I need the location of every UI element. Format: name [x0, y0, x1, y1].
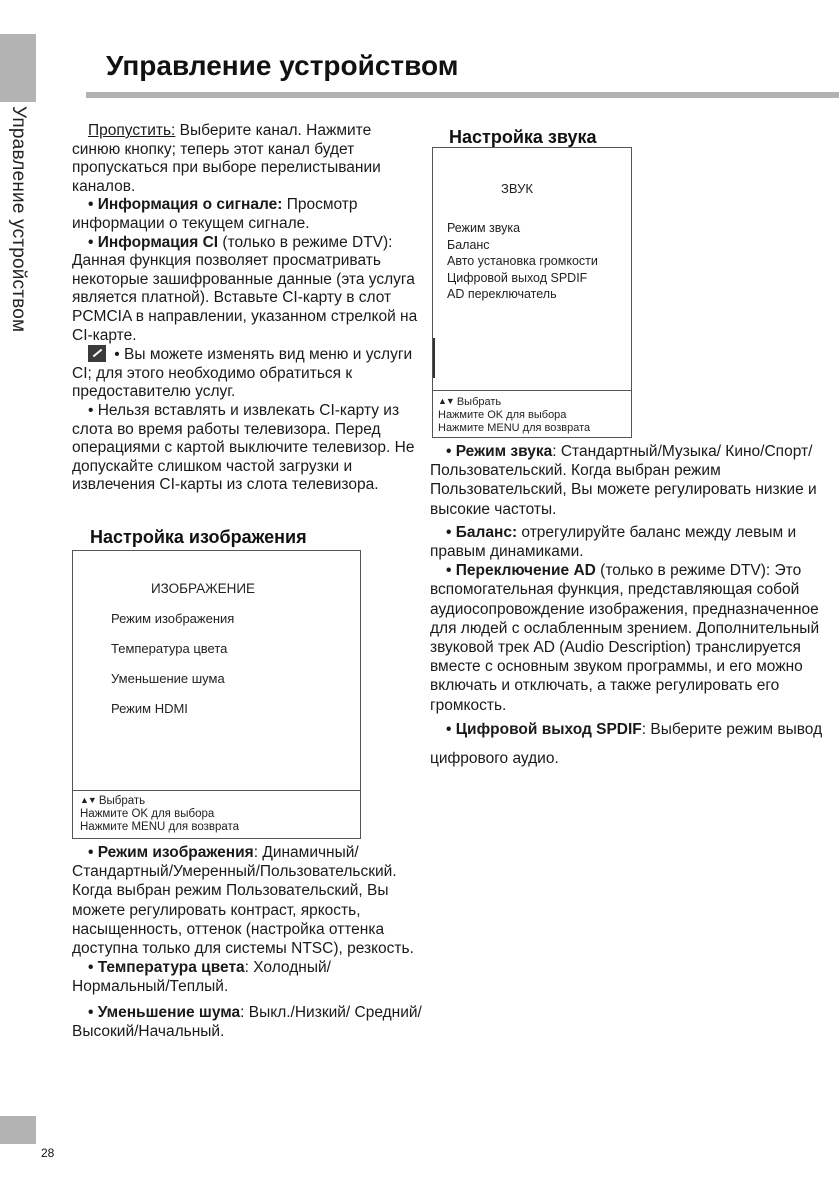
- footer-menu-hint: Нажмите MENU для возврата: [438, 422, 591, 434]
- side-label-text: Управление устройством: [8, 106, 29, 333]
- sound-mode-text: : Стандартный/Музыка/ Кино/Спорт/Пользовательский. Когда выбран режим Пользовательский, Вы можете регулировать низкие и высокие частоты.: [430, 443, 817, 518]
- footer-ok-hint: Нажмите OK для выбора: [438, 409, 567, 421]
- page-title: Управление устройством: [106, 50, 459, 81]
- image-options-column: [72, 843, 422, 1041]
- ci-info-term: • Информация CI: [88, 233, 219, 251]
- footer-select-label: Выбрать: [456, 396, 502, 408]
- ci-warning-paragraph: [72, 402, 422, 495]
- image-settings-heading: Настройка изображения: [90, 527, 358, 551]
- noise-reduction-text: : Выкл./Низкий/ Средний/Высокий/Начальный.: [72, 1003, 422, 1040]
- spdif-paragraph: [430, 715, 830, 773]
- color-temp-term: • Температура цвета: [88, 959, 245, 977]
- page-number: 28: [41, 1146, 55, 1160]
- ci-info-text: (только в режиме DTV): Данная функция позволяет просматривать некоторые зашифрованные данные (эта услуга является платной). Вставьте CI-карту в слот PCMCIA в направлении, указанном стрелкой на CI-карте.: [72, 233, 418, 344]
- ci-info-paragraph: [72, 234, 422, 346]
- ci-note-paragraph: [72, 345, 422, 402]
- side-tab-marker: [0, 34, 36, 102]
- sound-menu-list: [447, 220, 598, 303]
- sound-mode-term: • Режим звука: [446, 443, 553, 460]
- menu-item-ad-switch[interactable]: AD переключатель: [447, 287, 557, 301]
- balance-term: • Баланс:: [446, 523, 518, 541]
- footer-menu-hint: Нажмите MENU для возврата: [80, 821, 240, 833]
- note-pen-icon: [88, 345, 106, 362]
- footer-select-row: [80, 794, 360, 808]
- menu-item-picture-mode[interactable]: Режим изображения: [111, 611, 235, 626]
- skip-text: Выберите канал. Нажмите синюю кнопку; теперь этот канал будет пропускаться при выборе перелистывании каналов.: [72, 122, 381, 195]
- signal-info-term: • Информация о сигнале:: [88, 196, 283, 214]
- balance-paragraph: [430, 523, 830, 561]
- skip-term: Пропустить:: [88, 122, 176, 139]
- sound-menu-title: ЗВУК: [501, 181, 533, 196]
- menu-item-hdmi-mode[interactable]: Режим HDMI: [111, 701, 188, 716]
- page-tab-marker: [0, 1116, 36, 1144]
- color-temp-paragraph: [72, 958, 422, 996]
- signal-info-paragraph: [72, 196, 422, 233]
- left-column: [72, 122, 422, 495]
- menu-item-noise-reduction[interactable]: Уменьшение шума: [111, 671, 225, 686]
- image-menu-list: [111, 611, 234, 731]
- noise-reduction-term: • Уменьшение шума: [88, 1003, 241, 1021]
- color-temp-text: : Холодный/ Нормальный/Теплый.: [72, 959, 331, 996]
- ad-switch-text: (только в режиме DTV): Это вспомогательная функция, представляющая собой аудиосопровождение изображения, предназначенное для людей с ослабленным зрением. Дополнительный звуковой трек AD (Audio Description) транслируется вместе с основным звуком программы, и его можно включать и отключать, а также регулировать его громкость.: [430, 562, 820, 714]
- image-menu-footer: [73, 790, 360, 838]
- sound-mode-paragraph: [430, 442, 830, 519]
- menu-item-sound-mode[interactable]: Режим звука: [447, 221, 521, 235]
- ad-switch-term: • Переключение AD: [446, 562, 596, 580]
- sound-settings-heading: Настройка звука: [449, 127, 597, 147]
- ci-note-text: • Вы можете изменять вид меню и услуги CI; для этого необходимо обратиться к предоставителю услуг.: [72, 346, 413, 401]
- balance-text: отрегулируйте баланс между левым и правым динамиками.: [430, 523, 797, 561]
- ci-warning-text: • Нельзя вставлять и извлекать CI-карту из слота во время работы телевизора. Перед операциями с картой выключите телевизор. Не допускайте слишком частой загрузки и извлечения CI-карты из слота телевизора.: [72, 401, 415, 494]
- menu-item-color-temperature[interactable]: Температура цвета: [111, 641, 228, 656]
- picture-mode-paragraph: [72, 843, 422, 958]
- ad-switch-paragraph: [430, 561, 830, 715]
- picture-mode-text: : Динамичный/ Стандартный/Умеренный/Пользовательский. Когда выбран режим Пользовательский, Вы можете регулировать контраст, яркость, насыщенность, оттенок (настройка оттенка доступна только для системы NTSC), резкость.: [72, 844, 414, 958]
- footer-select-row: [438, 395, 631, 409]
- skip-paragraph: [72, 122, 422, 196]
- right-column: [430, 442, 830, 773]
- noise-reduction-paragraph: [72, 1003, 422, 1041]
- menu-edge-mark: [433, 338, 435, 378]
- spdif-term: • Цифровой выход SPDIF: [446, 720, 642, 738]
- spdif-text: : Выберите режим вывод цифрового аудио.: [430, 720, 823, 767]
- up-down-arrows-icon: ▲▼: [438, 396, 454, 406]
- title-rule: [86, 92, 839, 98]
- up-down-arrows-icon: ▲▼: [80, 795, 96, 805]
- signal-info-text: Просмотр информации о текущем сигнале.: [72, 196, 358, 232]
- image-menu-title: ИЗОБРАЖЕНИЕ: [150, 581, 256, 596]
- footer-select-label: Выбрать: [98, 795, 146, 807]
- menu-item-spdif[interactable]: Цифровой выход SPDIF: [447, 270, 588, 285]
- sound-menu-footer: [433, 390, 631, 437]
- footer-ok-hint: Нажмите OK для выбора: [80, 808, 215, 820]
- menu-item-balance[interactable]: Баланс: [447, 237, 490, 252]
- side-section-label: [0, 106, 36, 356]
- picture-mode-term: • Режим изображения: [88, 844, 254, 861]
- image-menu-screen: [72, 550, 361, 839]
- menu-item-auto-volume[interactable]: Авто установка громкости: [447, 254, 598, 268]
- sound-menu-screen: [432, 147, 632, 438]
